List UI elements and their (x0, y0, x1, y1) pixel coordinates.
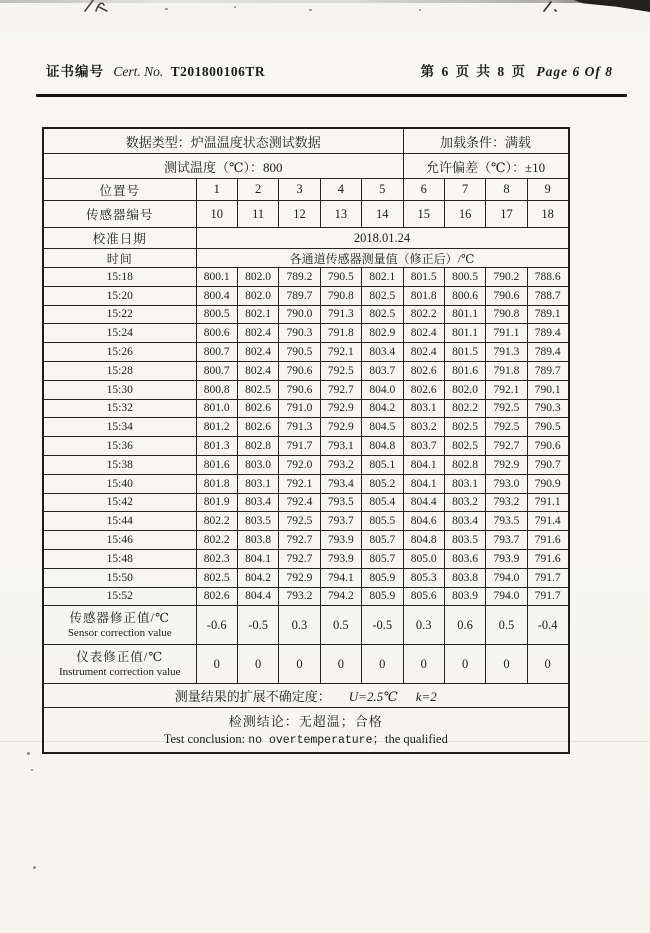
value-cell: 7 (444, 179, 485, 201)
reading-value-cell: 805.7 (362, 549, 403, 568)
reading-value-cell: 793.9 (320, 531, 361, 550)
reading-value-cell: 800.8 (196, 380, 237, 399)
cert-number-value: T201800106TR (170, 64, 266, 79)
sensor-correction-row (43, 606, 569, 645)
reading-value-cell: 789.1 (527, 305, 568, 324)
reading-value-cell: 790.2 (486, 268, 527, 287)
reading-value-cell: 791.3 (320, 305, 361, 324)
page-header (46, 60, 613, 80)
reading-value-cell: 793.2 (486, 493, 527, 512)
value-cell: 0 (403, 645, 444, 684)
reading-value-cell: 789.2 (279, 268, 320, 287)
value-cell: 0 (444, 645, 485, 684)
reading-value-cell: 800.7 (196, 361, 237, 380)
meta-row-1 (43, 128, 569, 154)
reading-value-cell: 793.5 (486, 512, 527, 531)
reading-value-cell: 805.6 (403, 587, 444, 606)
reading-value-cell: 802.2 (403, 305, 444, 324)
reading-value-cell: 802.0 (237, 268, 278, 287)
reading-value-cell: 794.0 (486, 568, 527, 587)
reading-value-cell: 790.8 (486, 305, 527, 324)
reading-value-cell: 791.1 (527, 493, 568, 512)
pen-scribble (82, 0, 124, 19)
reading-value-cell: 801.1 (444, 324, 485, 343)
reading-value-cell: 803.7 (403, 437, 444, 456)
pagination-en: Page 6 Of 8 (536, 64, 613, 79)
reading-row (43, 380, 569, 399)
reading-row (43, 343, 569, 362)
reading-value-cell: 802.1 (237, 305, 278, 324)
value-cell: 14 (362, 201, 403, 228)
reading-value-cell: 802.2 (196, 531, 237, 550)
reading-value-cell: 791.3 (279, 418, 320, 437)
reading-value-cell: 803.4 (444, 512, 485, 531)
reading-value-cell: 802.4 (237, 343, 278, 362)
uncertainty-cell (43, 684, 569, 708)
reading-value-cell: 793.2 (279, 587, 320, 606)
time-header-row (43, 249, 569, 268)
reading-value-cell: 803.4 (237, 493, 278, 512)
reading-value-cell: 792.5 (486, 418, 527, 437)
time-cell: 15:52 (43, 587, 196, 606)
instrument-correction-label-cn: 仪表修正值/℃ (76, 650, 164, 665)
scan-speck (165, 8, 168, 10)
reading-value-cell: 790.5 (320, 268, 361, 287)
reading-value-cell: 793.9 (320, 549, 361, 568)
reading-value-cell: 790.6 (486, 286, 527, 305)
uncertainty-k-value: k=2 (415, 689, 437, 705)
reading-value-cell: 801.6 (196, 455, 237, 474)
value-cell: 0.6 (444, 606, 485, 645)
reading-value-cell: 804.1 (237, 549, 278, 568)
instrument-correction-row (43, 645, 569, 684)
reading-value-cell: 793.5 (320, 493, 361, 512)
time-cell: 15:18 (43, 268, 196, 287)
reading-value-cell: 803.1 (444, 474, 485, 493)
reading-value-cell: 788.7 (527, 286, 568, 305)
conclusion-en-prefix: Test conclusion: (163, 732, 249, 747)
value-cell: 8 (486, 179, 527, 201)
reading-value-cell: 801.5 (403, 268, 444, 287)
value-cell: 6 (403, 179, 444, 201)
time-cell: 15:32 (43, 399, 196, 418)
reading-value-cell: 804.5 (362, 418, 403, 437)
reading-value-cell: 804.8 (362, 437, 403, 456)
value-cell: 3 (279, 179, 320, 201)
reading-value-cell: 792.9 (320, 399, 361, 418)
value-cell: 2 (237, 179, 278, 201)
reading-row (43, 455, 569, 474)
reading-value-cell: 802.5 (444, 418, 485, 437)
reading-value-cell: 793.2 (320, 455, 361, 474)
reading-value-cell: 793.7 (486, 531, 527, 550)
calibration-row (43, 228, 569, 249)
reading-value-cell: 790.6 (279, 380, 320, 399)
time-cell: 15:36 (43, 437, 196, 456)
reading-value-cell: 794.1 (320, 568, 361, 587)
data-type-cell: 数据类型：炉温温度状态测试数据 (43, 128, 403, 154)
reading-value-cell: 791.4 (527, 512, 568, 531)
value-cell: -0.6 (196, 606, 237, 645)
reading-value-cell: 802.9 (362, 324, 403, 343)
time-cell: 15:26 (43, 343, 196, 362)
reading-value-cell: 802.6 (237, 399, 278, 418)
instrument-correction-label (43, 645, 196, 684)
reading-value-cell: 792.5 (279, 512, 320, 531)
reading-value-cell: 792.0 (279, 455, 320, 474)
sensor-correction-label-cn: 传感器修正值/℃ (69, 611, 170, 626)
reading-value-cell: 803.4 (362, 343, 403, 362)
reading-value-cell: 800.1 (196, 268, 237, 287)
time-cell: 15:42 (43, 493, 196, 512)
reading-value-cell: 804.2 (237, 568, 278, 587)
reading-value-cell: 790.0 (279, 305, 320, 324)
reading-value-cell: 801.1 (444, 305, 485, 324)
reading-row (43, 531, 569, 550)
reading-value-cell: 804.8 (403, 531, 444, 550)
time-cell: 15:34 (43, 418, 196, 437)
load-condition-cell: 加载条件：满载 (403, 128, 569, 154)
value-cell: -0.5 (362, 606, 403, 645)
reading-value-cell: 802.4 (403, 324, 444, 343)
value-cell: 0.5 (486, 606, 527, 645)
pen-dot-mark (541, 0, 567, 19)
value-cell: 4 (320, 179, 361, 201)
reading-value-cell: 804.0 (362, 380, 403, 399)
reading-value-cell: 790.6 (279, 361, 320, 380)
test-temp-cell: 测试温度（℃）：800 (43, 154, 403, 179)
reading-value-cell: 790.9 (527, 474, 568, 493)
reading-value-cell: 804.4 (403, 493, 444, 512)
reading-value-cell: 800.7 (196, 343, 237, 362)
reading-value-cell: 805.7 (362, 531, 403, 550)
reading-row (43, 268, 569, 287)
value-cell: 10 (196, 201, 237, 228)
reading-value-cell: 792.7 (486, 437, 527, 456)
reading-row (43, 587, 569, 606)
reading-value-cell: 790.7 (527, 455, 568, 474)
reading-value-cell: 792.4 (279, 493, 320, 512)
reading-row (43, 418, 569, 437)
reading-value-cell: 804.1 (403, 455, 444, 474)
reading-value-cell: 792.7 (279, 531, 320, 550)
reading-row (43, 493, 569, 512)
conclusion-en (45, 731, 567, 749)
reading-value-cell: 803.2 (444, 493, 485, 512)
reading-value-cell: 802.8 (237, 437, 278, 456)
test-data-table (42, 127, 570, 754)
time-cell: 15:44 (43, 512, 196, 531)
time-cell: 15:24 (43, 324, 196, 343)
uncertainty-label: 测量结果的扩展不确定度： (174, 689, 331, 705)
value-cell: 0 (362, 645, 403, 684)
value-cell: -0.4 (527, 606, 568, 645)
reading-value-cell: 804.4 (237, 587, 278, 606)
reading-value-cell: 803.5 (237, 512, 278, 531)
value-cell: 11 (237, 201, 278, 228)
value-cell: 0.3 (279, 606, 320, 645)
reading-value-cell: 804.1 (403, 474, 444, 493)
reading-value-cell: 794.0 (486, 587, 527, 606)
cert-label-en: Cert. No. (113, 64, 164, 79)
reading-value-cell: 801.8 (196, 474, 237, 493)
time-cell: 15:40 (43, 474, 196, 493)
scan-speck (309, 9, 312, 11)
instrument-correction-label-en: Instrument correction value (58, 666, 181, 679)
pagination-cn: 第 6 页 共 8 页 (420, 64, 528, 79)
time-cell: 15:22 (43, 305, 196, 324)
reading-value-cell: 802.4 (237, 324, 278, 343)
reading-value-cell: 801.5 (444, 343, 485, 362)
reading-value-cell: 802.6 (237, 418, 278, 437)
reading-row (43, 324, 569, 343)
reading-value-cell: 802.3 (196, 549, 237, 568)
value-cell: 9 (527, 179, 568, 201)
reading-value-cell: 800.5 (444, 268, 485, 287)
reading-value-cell: 803.8 (444, 568, 485, 587)
time-cell: 15:50 (43, 568, 196, 587)
conclusion-en-suffix: ；the qualified (372, 732, 448, 747)
reading-value-cell: 803.1 (237, 474, 278, 493)
reading-value-cell: 803.2 (403, 418, 444, 437)
reading-value-cell: 791.6 (527, 531, 568, 550)
time-cell: 15:20 (43, 286, 196, 305)
reading-value-cell: 800.5 (196, 305, 237, 324)
reading-value-cell: 802.6 (403, 361, 444, 380)
reading-value-cell: 793.4 (320, 474, 361, 493)
value-cell: 15 (403, 201, 444, 228)
reading-value-cell: 800.6 (196, 324, 237, 343)
reading-value-cell: 790.5 (279, 343, 320, 362)
value-cell: 0 (527, 645, 568, 684)
reading-row (43, 286, 569, 305)
reading-value-cell: 793.9 (486, 549, 527, 568)
calibration-date: 2018.01.24 (196, 228, 569, 249)
meta-row-2 (43, 154, 569, 179)
reading-value-cell: 790.3 (279, 324, 320, 343)
reading-row (43, 361, 569, 380)
value-cell: 5 (362, 179, 403, 201)
reading-value-cell: 802.6 (403, 380, 444, 399)
reading-value-cell: 789.7 (527, 361, 568, 380)
reading-value-cell: 801.0 (196, 399, 237, 418)
position-row (43, 179, 569, 201)
allowed-deviation-cell: 允许偏差（℃）：±10 (403, 154, 569, 179)
reading-value-cell: 789.4 (527, 324, 568, 343)
value-cell: 17 (486, 201, 527, 228)
time-cell: 15:38 (43, 455, 196, 474)
cert-label-cn: 证书编号 (46, 64, 104, 79)
reading-value-cell: 802.2 (444, 399, 485, 418)
scan-speck (31, 769, 33, 771)
value-cell: 13 (320, 201, 361, 228)
reading-value-cell: 790.5 (527, 418, 568, 437)
reading-value-cell: 803.5 (444, 531, 485, 550)
reading-value-cell: 792.1 (486, 380, 527, 399)
value-cell: 0 (486, 645, 527, 684)
reading-value-cell: 793.1 (320, 437, 361, 456)
reading-value-cell: 805.9 (362, 568, 403, 587)
sensor-correction-label (43, 606, 196, 645)
value-cell: 16 (444, 201, 485, 228)
reading-value-cell: 800.6 (444, 286, 485, 305)
reading-value-cell: 792.5 (320, 361, 361, 380)
reading-value-cell: 791.7 (527, 587, 568, 606)
reading-value-cell: 792.9 (486, 455, 527, 474)
reading-value-cell: 802.5 (444, 437, 485, 456)
reading-value-cell: 803.7 (362, 361, 403, 380)
conclusion-cn: 检测结论：无超温；合格 (228, 713, 383, 729)
reading-value-cell: 791.8 (486, 361, 527, 380)
reading-row (43, 399, 569, 418)
value-cell: 12 (279, 201, 320, 228)
reading-value-cell: 791.3 (486, 343, 527, 362)
reading-value-cell: 802.2 (196, 512, 237, 531)
reading-value-cell: 805.0 (403, 549, 444, 568)
reading-value-cell: 792.7 (320, 380, 361, 399)
value-cell: 0 (237, 645, 278, 684)
uncertainty-u-value: U=2.5℃ (348, 689, 398, 705)
reading-value-cell: 802.5 (196, 568, 237, 587)
time-cell: 15:28 (43, 361, 196, 380)
reading-value-cell: 792.1 (320, 343, 361, 362)
sensor-correction-label-en: Sensor correction value (67, 627, 172, 640)
reading-value-cell: 789.4 (527, 343, 568, 362)
conclusion-row (43, 708, 569, 754)
reading-row (43, 474, 569, 493)
sensor-label: 传感器编号 (43, 201, 196, 228)
reading-value-cell: 805.1 (362, 455, 403, 474)
reading-value-cell: 791.1 (486, 324, 527, 343)
reading-value-cell: 790.3 (527, 399, 568, 418)
reading-value-cell: 792.7 (279, 549, 320, 568)
scan-corner-blob (574, 0, 650, 12)
time-cell: 15:46 (43, 531, 196, 550)
value-cell: 0 (279, 645, 320, 684)
reading-value-cell: 790.1 (527, 380, 568, 399)
reading-value-cell: 803.6 (444, 549, 485, 568)
sensor-row (43, 201, 569, 228)
reading-value-cell: 803.1 (403, 399, 444, 418)
reading-value-cell: 805.3 (403, 568, 444, 587)
reading-value-cell: 802.0 (444, 380, 485, 399)
reading-value-cell: 801.8 (403, 286, 444, 305)
reading-value-cell: 792.5 (486, 399, 527, 418)
scan-speck (419, 9, 421, 11)
reading-value-cell: 790.8 (320, 286, 361, 305)
pagination (421, 60, 613, 80)
scan-speck (33, 866, 36, 869)
reading-value-cell: 802.5 (237, 380, 278, 399)
reading-row (43, 512, 569, 531)
reading-row (43, 568, 569, 587)
reading-value-cell: 802.4 (403, 343, 444, 362)
reading-value-cell: 791.0 (279, 399, 320, 418)
reading-value-cell: 792.9 (279, 568, 320, 587)
reading-value-cell: 805.5 (362, 512, 403, 531)
channel-values-header: 各通道传感器测量值（修正后）/℃ (196, 249, 569, 268)
reading-value-cell: 791.7 (279, 437, 320, 456)
position-label: 位置号 (43, 179, 196, 201)
value-cell: 0 (196, 645, 237, 684)
reading-value-cell: 803.9 (444, 587, 485, 606)
reading-value-cell: 801.6 (444, 361, 485, 380)
scan-speck (27, 752, 30, 755)
time-cell: 15:30 (43, 380, 196, 399)
reading-value-cell: 804.6 (403, 512, 444, 531)
reading-value-cell: 802.4 (237, 361, 278, 380)
reading-value-cell: 805.4 (362, 493, 403, 512)
reading-value-cell: 788.6 (527, 268, 568, 287)
reading-value-cell: 801.2 (196, 418, 237, 437)
value-cell: -0.5 (237, 606, 278, 645)
uncertainty-row (43, 684, 569, 708)
conclusion-cell (43, 708, 569, 754)
reading-value-cell: 790.6 (527, 437, 568, 456)
conclusion-en-mono: no overtemperature (248, 734, 373, 748)
reading-value-cell: 802.0 (237, 286, 278, 305)
reading-value-cell: 800.4 (196, 286, 237, 305)
value-cell: 1 (196, 179, 237, 201)
reading-value-cell: 802.5 (362, 305, 403, 324)
value-cell: 18 (527, 201, 568, 228)
scan-speck (234, 6, 236, 8)
reading-row (43, 305, 569, 324)
reading-value-cell: 803.8 (237, 531, 278, 550)
reading-value-cell: 802.8 (444, 455, 485, 474)
reading-value-cell: 802.5 (362, 286, 403, 305)
value-cell: 0.3 (403, 606, 444, 645)
reading-value-cell: 805.2 (362, 474, 403, 493)
reading-value-cell: 791.6 (527, 549, 568, 568)
reading-row (43, 437, 569, 456)
reading-row (43, 549, 569, 568)
reading-value-cell: 803.0 (237, 455, 278, 474)
header-rule (36, 94, 627, 97)
reading-value-cell: 791.7 (527, 568, 568, 587)
reading-value-cell: 789.7 (279, 286, 320, 305)
time-cell: 15:48 (43, 549, 196, 568)
reading-value-cell: 791.8 (320, 324, 361, 343)
reading-value-cell: 793.0 (486, 474, 527, 493)
reading-value-cell: 792.9 (320, 418, 361, 437)
reading-value-cell: 804.2 (362, 399, 403, 418)
reading-value-cell: 793.7 (320, 512, 361, 531)
reading-value-cell: 794.2 (320, 587, 361, 606)
calibration-label: 校准日期 (43, 228, 196, 249)
reading-value-cell: 801.3 (196, 437, 237, 456)
certificate-number (46, 60, 265, 80)
reading-value-cell: 801.9 (196, 493, 237, 512)
reading-value-cell: 792.1 (279, 474, 320, 493)
reading-value-cell: 802.1 (362, 268, 403, 287)
value-cell: 0 (320, 645, 361, 684)
time-label: 时间 (43, 249, 196, 268)
value-cell: 0.5 (320, 606, 361, 645)
reading-value-cell: 805.9 (362, 587, 403, 606)
reading-value-cell: 802.6 (196, 587, 237, 606)
